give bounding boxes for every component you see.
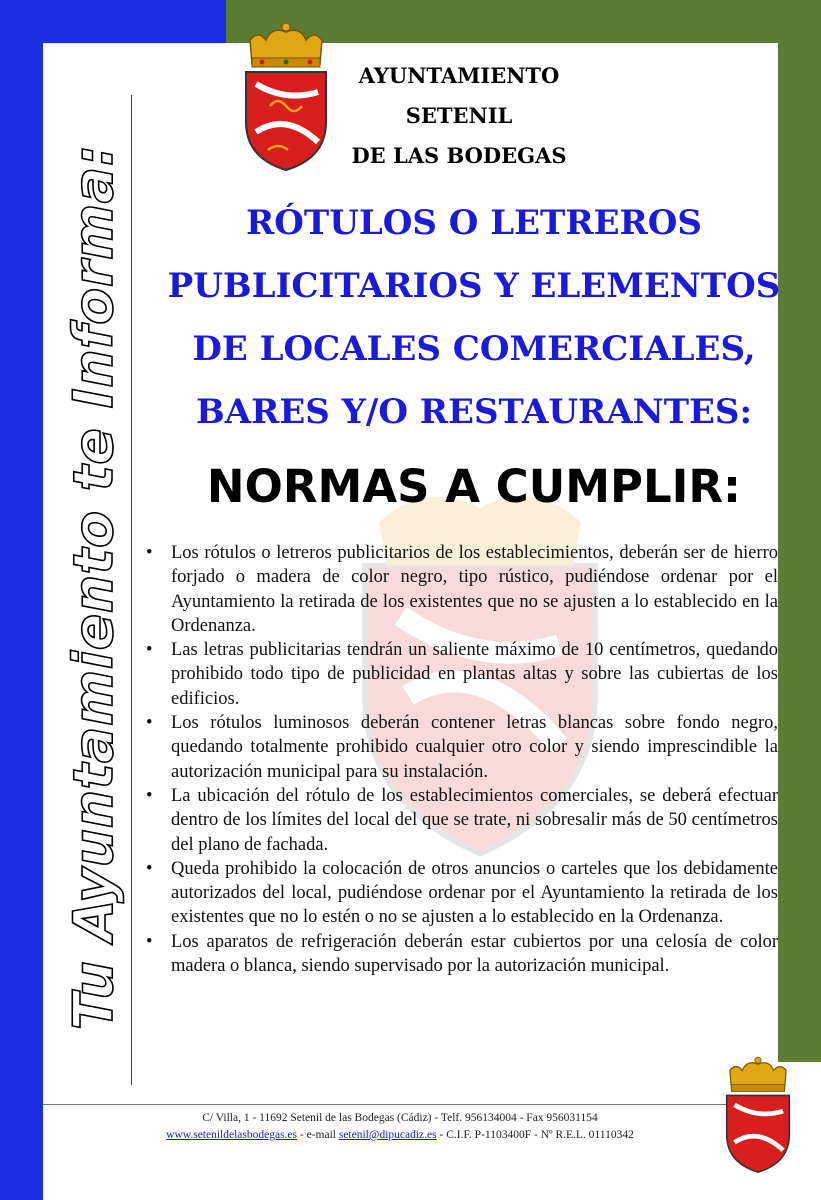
email-link[interactable]: setenil@dipucadiz.es [338,1129,437,1141]
rule-item: • Queda prohibido la colocación de otros anuncios o carteles que los debidamente autorizados del local, pudiéndose ordenar por el Ayuntamiento la retirada de los existentes que no lo estén o no se ajusten a lo establecido en la Ordenanza. [146,857,778,930]
side-divider [131,95,132,1085]
org-name-line: DE LAS BODEGAS [351,143,567,168]
website-link[interactable]: www.setenildelasbodegas.es [166,1129,298,1141]
headline-line: BARES Y/O RESTAURANTES: [195,392,753,432]
headline-line: DE LOCALES COMERCIALES, [192,329,756,369]
headline-line: PUBLICITARIOS Y ELEMENTOS [167,266,781,306]
subheading: NORMAS A CUMPLIR: [206,460,742,513]
top-blue-band [0,0,226,43]
rule-item: • Los rótulos o letreros publicitarios de los establecimientos, deberán ser de hierro forjado o madera de color negro, tipo rústico, pudiéndose ordenar por el Ayuntamiento la retirada de los existentes que no se ajusten a lo establecido en la Ordenanza. [146,541,778,638]
footer-address: C/ Villa, 1 - 11692 Setenil de las Bodegas (Cádiz) - Telf. 956134004 - Fax 956031154 [202,1112,598,1124]
side-banner: Tu Ayuntamiento te Informa: [62,144,125,1030]
footer-coat-of-arms-icon [722,1056,794,1174]
registry-info: - C.I.F. P-1103400F - Nº R.E.L. 01110342 [436,1129,634,1141]
headline [140,192,808,444]
footer [100,1110,700,1144]
right-green-band [778,0,821,1062]
headline-line: RÓTULOS O LETREROS [246,203,702,243]
rules-list [146,541,778,978]
org-name-line: SETENIL [405,103,513,128]
rule-item: • Los aparatos de refrigeración deberán estar cubiertos por una celosía de color madera o blanca, siendo supervisado por la autorización municipal. [146,930,778,979]
org-name-line: AYUNTAMIENTO [358,63,560,88]
crown-icon [250,23,322,67]
rule-item: • Las letras publicitarias tendrán un saliente máximo de 10 centímetros, quedando prohibido todo tipo de publicidad en plantas altas y sobre las cubiertas de los edificios. [146,638,778,711]
rule-item: • La ubicación del rótulo de los establecimientos comerciales, se deberá efectuar dentro de los límites del local del que se trate, ni sobresalir más de 50 centímetros del plano de fachada. [146,784,778,857]
left-blue-band [0,0,43,1200]
email-label: - e-mail [297,1129,339,1141]
footer-contact [100,1127,700,1144]
footer-divider [43,1104,778,1105]
coat-of-arms-icon [240,22,332,172]
rule-item: • Los rótulos luminosos deberán contener letras blancas sobre fondo negro, quedando totalmente prohibido cualquier otro color y siendo imprescindible la autorización municipal para su instalación. [146,711,778,784]
org-title [334,56,584,176]
